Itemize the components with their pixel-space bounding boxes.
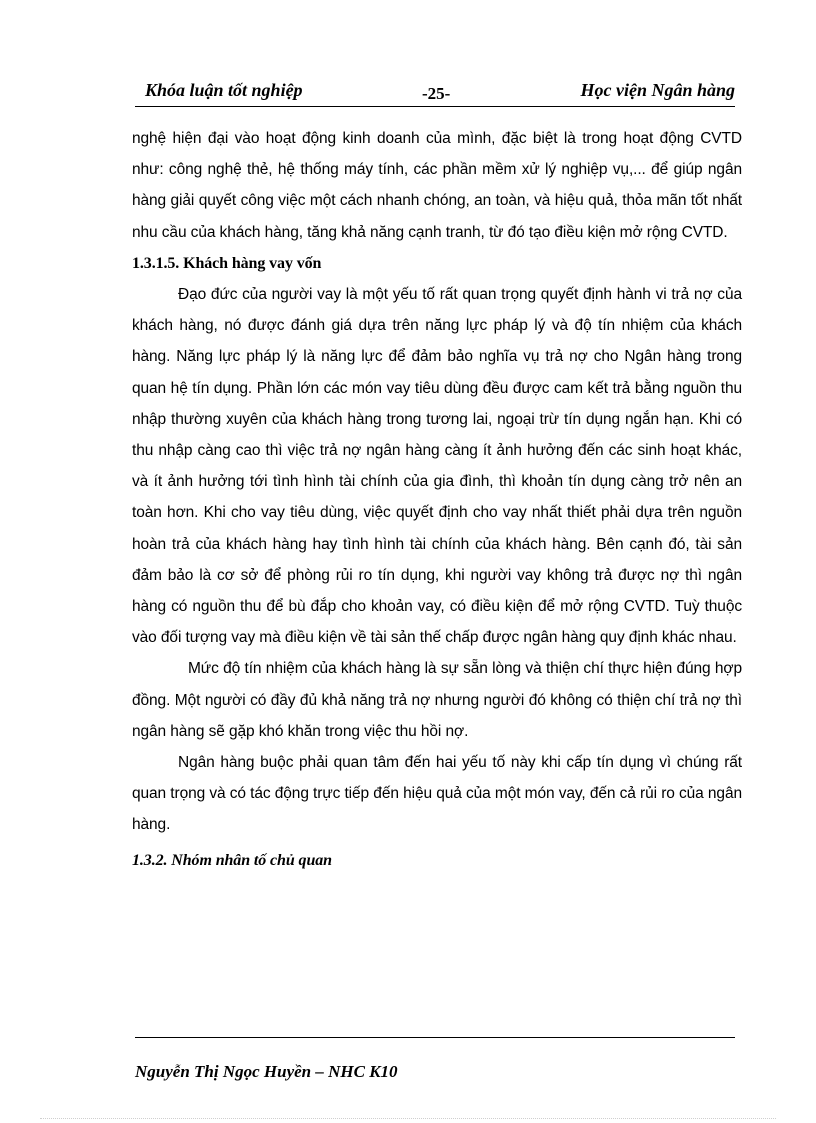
header-thesis-title: Khóa luận tốt nghiệp [145,80,303,100]
section-heading-customer: 1.3.1.5. Khách hàng vay vốn [132,254,322,272]
page-number: -25- [422,84,451,103]
section-heading-subjective-factors: 1.3.2. Nhóm nhân tố chủ quan [132,851,332,869]
page-bottom-edge [40,1118,776,1119]
header-institution: Học viện Ngân hàng [580,80,735,100]
header-rule [135,106,735,107]
page-footer-author: Nguyễn Thị Ngọc Huyền – NHC K10 [135,1062,398,1081]
paragraph-bank-concern: Ngân hàng buộc phải quan tâm đến hai yếu tố này khi cấp tín dụng vì chúng rất quan trọng và có tác động trực tiếp đến hiệu quả của một món vay, đến cả rủi ro của ngân hàng. [132,754,742,834]
page-body [132,123,742,876]
paragraph-continuation: nghệ hiện đại vào hoạt động kinh doanh của mình, đặc biệt là trong hoạt động CVTD như: công nghệ thẻ, hệ thống máy tính, các phần mềm xử lý nghiệp vụ,... để giúp ngân hàng giải quyết công việc một cách nhanh chóng, an toàn, và hiệu quả, thỏa mãn tốt nhất nhu cầu của khách hàng, tăng khả năng cạnh tranh, từ đó tạo điều kiện mở rộng CVTD. [132,130,742,241]
paragraph-credibility: Mức độ tín nhiệm của khách hàng là sự sẵn lòng và thiện chí thực hiện đúng hợp đồng. Một người có đầy đủ khả năng trả nợ nhưng người đó không có thiện chí trả nợ thì ngân hàng sẽ gặp khó khăn trong việc thu hồi nợ. [132,660,742,740]
page-header [135,80,735,108]
footer-rule [135,1037,735,1038]
paragraph-borrower-ethics: Đạo đức của người vay là một yếu tố rất quan trọng quyết định hành vi trả nợ của khách hàng, nó được đánh giá dựa trên năng lực pháp lý và độ tín nhiệm của khách hàng. Năng lực pháp lý là năng lực để đảm bảo nghĩa vụ trả nợ cho Ngân hàng trong quan hệ tín dụng. Phần lớn các món vay tiêu dùng đều được cam kết trả bằng nguồn thu nhập thường xuyên của khách hàng trong tương lai, ngoại trừ tín dụng ngắn hạn. Khi có thu nhập càng cao thì việc trả nợ ngân hàng càng ít ảnh hưởng đến các sinh hoạt khác, và ít ảnh hưởng tới tình hình tài chính của gia đình, thì khoản tín dụng càng trở nên an toàn hơn. Khi cho vay tiêu dùng, việc quyết định cho vay nhất thiết phải dựa trên nguồn hoàn trả của khách hàng hay tình hình tài chính của khách hàng. Bên cạnh đó, tài sản đảm bảo là cơ sở để phòng rủi ro tín dụng, khi người vay không trả được nợ thì ngân hàng có nguồn thu để bù đắp cho khoản vay, có điều kiện để mở rộng CVTD. Tuỳ thuộc vào đối tượng vay mà điều kiện về tài sản thế chấp được ngân hàng quy định khác nhau. [132,286,742,647]
